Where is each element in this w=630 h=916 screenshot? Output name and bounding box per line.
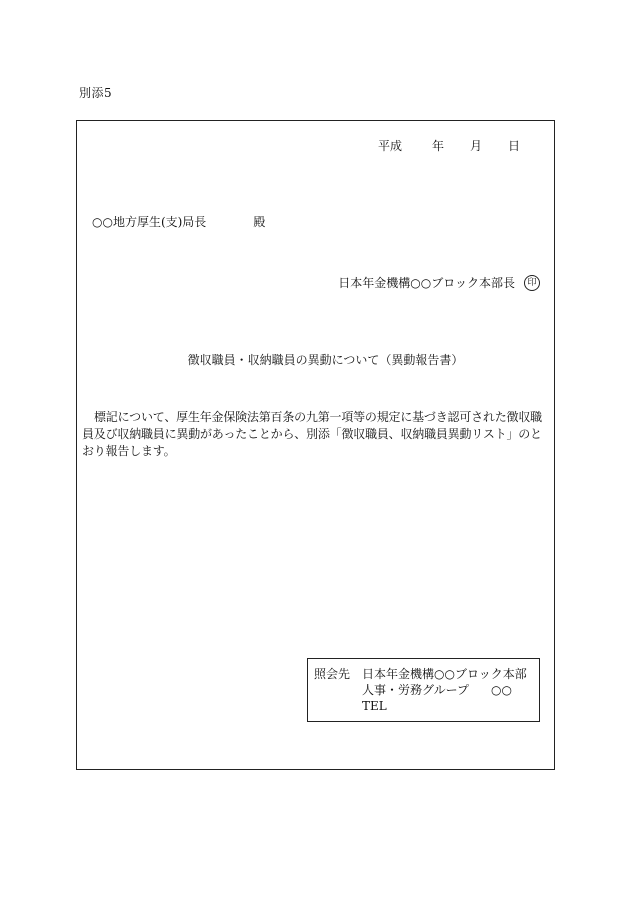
- addressee: [92, 213, 265, 230]
- date-day: 日: [507, 139, 520, 153]
- contact-row-tel: [362, 698, 539, 714]
- body-text: 標記について、厚生年金保険法第百条の九第一項等の規定に基づき認可された徴収職員及び収納職員に異動があったことから、別添「徴収職員、収納職員異動リスト」のとおり報告します。: [82, 410, 542, 458]
- contact-label: 照会先: [314, 667, 351, 681]
- date-month: 月: [469, 139, 482, 153]
- contact-organization: 日本年金機構○○ブロック本部: [362, 667, 527, 681]
- date-era: 平成: [377, 139, 402, 153]
- addressee-honorific: 殿: [253, 215, 266, 229]
- contact-person: ○○: [491, 683, 512, 697]
- contact-row-department: [362, 682, 539, 698]
- attachment-label: 別添5: [79, 86, 113, 100]
- contact-row-organization: [314, 666, 539, 682]
- contact-tel-label: TEL: [362, 699, 387, 713]
- addressee-name: ○○地方厚生(支)局長: [92, 215, 207, 229]
- document-frame: [76, 120, 555, 770]
- contact-box: [307, 658, 540, 722]
- seal-icon: 印: [524, 275, 540, 291]
- date-year: 年: [431, 139, 444, 153]
- contact-department: 人事・労務グループ: [362, 683, 470, 697]
- date-line: [378, 137, 520, 154]
- sender-name: 日本年金機構○○ブロック本部長: [338, 276, 515, 290]
- document-title: 徴収職員・収納職員の異動について（異動報告書）: [187, 353, 464, 367]
- sender: [338, 274, 540, 291]
